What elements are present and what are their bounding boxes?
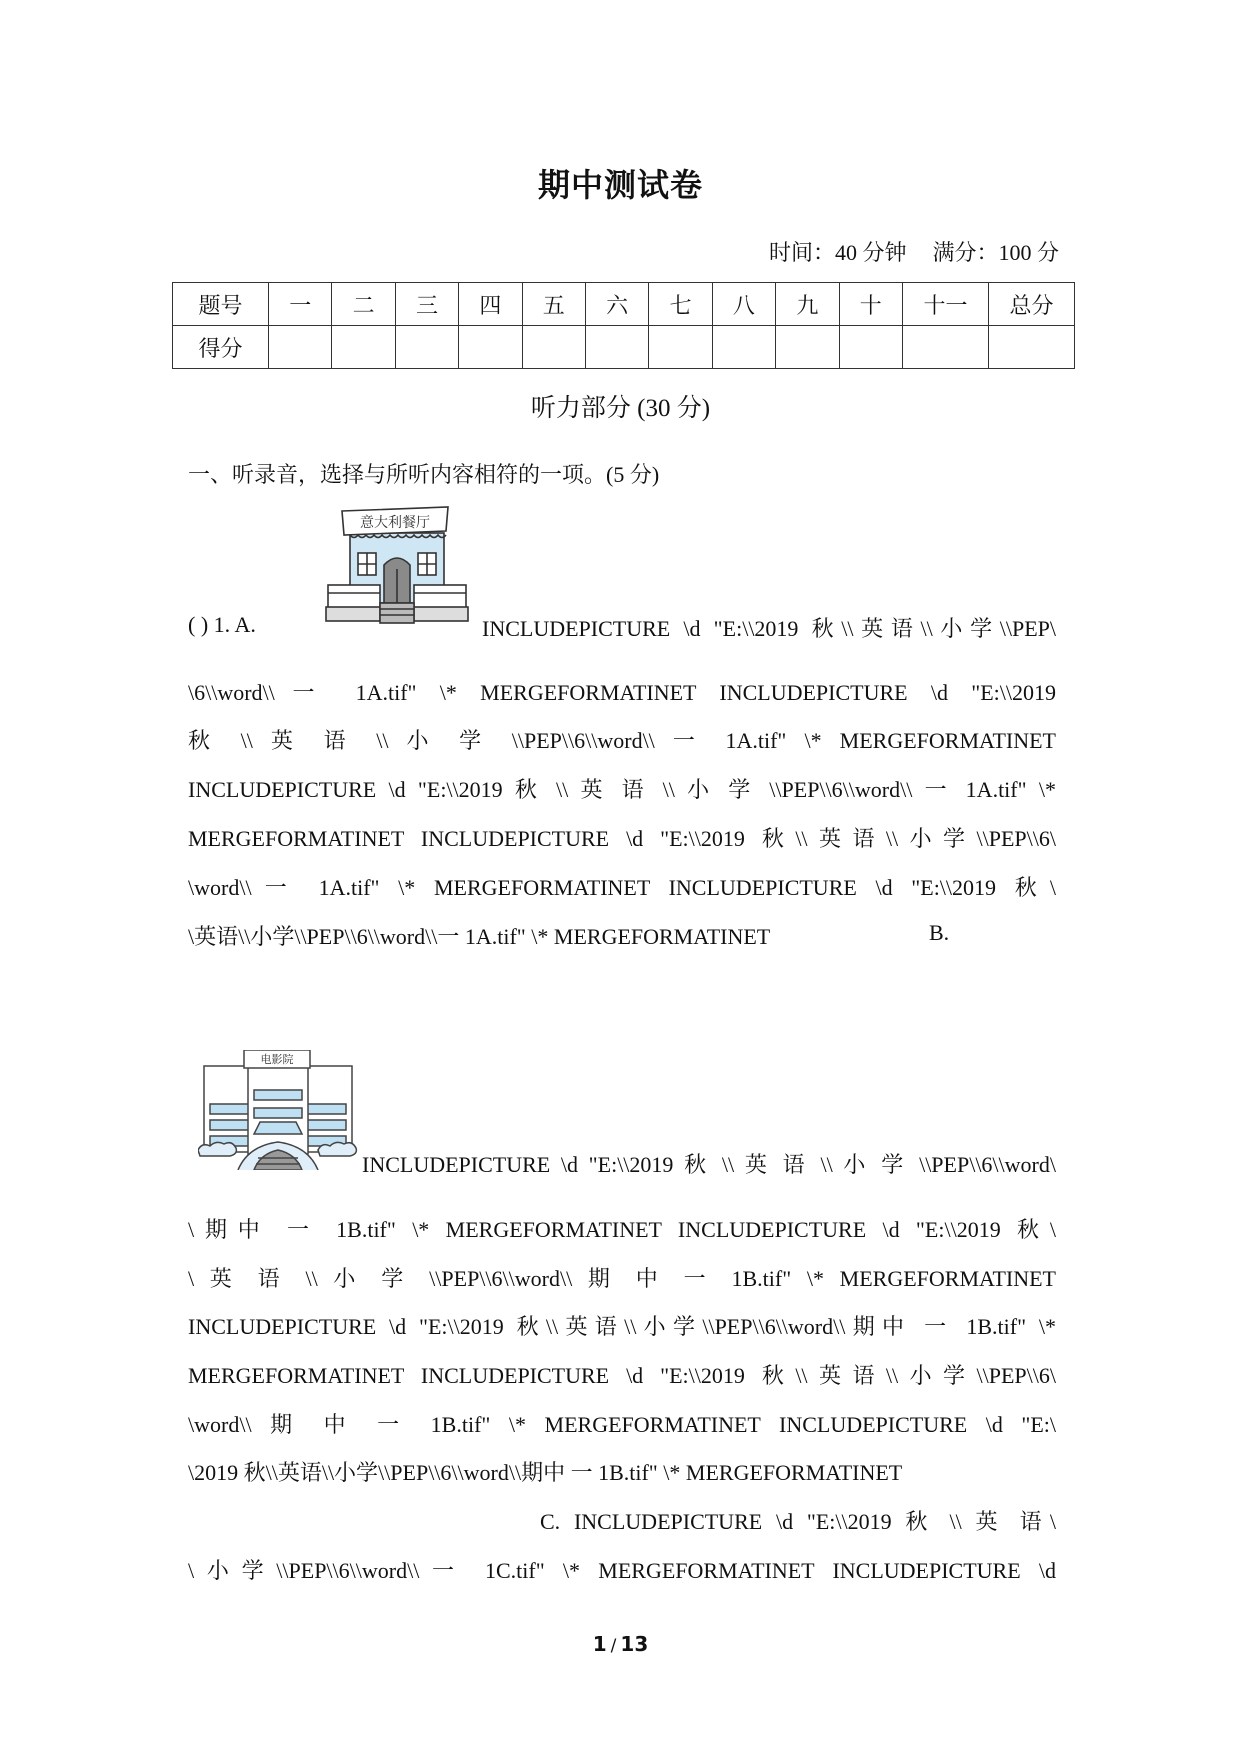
cinema-image [198, 1050, 358, 1170]
page-number [0, 1632, 1241, 1656]
field-code-line: \2019 秋\\英语\\小学\\PEP\\6\\word\\期中 一 1B.tif" \* MERGEFORMATINET [188, 1460, 903, 1485]
field-code-line: C. INCLUDEPICTURE \d "E:\\2019 秋 \\ 英 语\ [540, 1509, 1056, 1534]
field-code-line: MERGEFORMATINET INCLUDEPICTURE \d "E:\\2019 秋\\英语\\小学\\PEP\\6\ [188, 1363, 1056, 1388]
score-cell[interactable] [903, 326, 989, 369]
header-cell: 一 [269, 283, 332, 326]
header-cell: 二 [332, 283, 395, 326]
header-cell: 六 [585, 283, 648, 326]
score-cell[interactable] [649, 326, 712, 369]
document-title: 期中测试卷 [537, 166, 703, 204]
header-cell: 三 [395, 283, 458, 326]
field-code-line: INCLUDEPICTURE \d "E:\\2019 秋 \\ 英 语 \\ 小 学 \\PEP\\6\\word\ [362, 1152, 1056, 1177]
score-cell[interactable] [459, 326, 522, 369]
question-heading: 一、听录音，选择与所听内容相符的一项。(5 分) [188, 462, 660, 487]
score-table-header-row [173, 283, 1075, 326]
field-code-line: \小学\\PEP\\6\\word\\一 1C.tif" \* MERGEFORMATINET INCLUDEPICTURE \d [188, 1558, 1056, 1583]
field-code-line: \期中 一 1B.tif" \* MERGEFORMATINET INCLUDEPICTURE \d "E:\\2019 秋\ [188, 1217, 1056, 1242]
field-code-line: INCLUDEPICTURE \d "E:\\2019 秋\\英语\\小学\\PEP\\6\\word\\期中 一 1B.tif" \* [188, 1314, 1056, 1339]
score-cell[interactable] [585, 326, 648, 369]
score-cell[interactable] [776, 326, 839, 369]
exam-meta [769, 236, 1059, 267]
header-cell: 题号 [173, 283, 269, 326]
field-code-line: MERGEFORMATINET INCLUDEPICTURE \d "E:\\2019 秋\\英语\\小学\\PEP\\6\ [188, 826, 1056, 851]
option-b-label: B. [929, 920, 950, 945]
header-cell: 七 [649, 283, 712, 326]
page-current: 1 [592, 1632, 607, 1656]
score-cell[interactable] [395, 326, 458, 369]
full-score: 满分：100 分 [932, 240, 1059, 265]
time-limit: 时间：40 分钟 [768, 240, 907, 265]
score-cell[interactable] [332, 326, 395, 369]
page-total: 13 [620, 1632, 649, 1656]
italian-restaurant-image [322, 503, 472, 625]
header-cell: 总分 [989, 283, 1075, 326]
page-separator: / [610, 1636, 617, 1656]
header-cell: 五 [522, 283, 585, 326]
header-cell: 十一 [903, 283, 989, 326]
score-table [172, 282, 1075, 369]
restaurant-sign-text: 意大利餐厅 [360, 515, 430, 531]
score-cell[interactable] [522, 326, 585, 369]
header-cell: 九 [776, 283, 839, 326]
field-code-line: \6\\word\\一 1A.tif" \* MERGEFORMATINET INCLUDEPICTURE \d "E:\\2019 [188, 680, 1056, 705]
field-code-line: \ 英 语 \\ 小 学 \\PEP\\6\\word\\ 期 中 一 1B.tif" \* MERGEFORMATINET [188, 1266, 1056, 1291]
answer-blank: ( ) 1. A. [188, 612, 256, 637]
field-code-line: \word\\ 期 中 一 1B.tif" \* MERGEFORMATINET INCLUDEPICTURE \d "E:\ [188, 1412, 1056, 1437]
score-cell[interactable] [712, 326, 775, 369]
row-label: 得分 [173, 326, 269, 369]
field-code-line: \英语\\小学\\PEP\\6\\word\\一 1A.tif" \* MERGEFORMATINET [188, 924, 771, 949]
header-cell: 八 [712, 283, 775, 326]
field-code-line: 秋 \\ 英 语 \\ 小 学 \\PEP\\6\\word\\ 一 1A.tif" \* MERGEFORMATINET [188, 728, 1056, 753]
header-cell: 四 [459, 283, 522, 326]
header-cell: 十 [839, 283, 902, 326]
score-cell[interactable] [989, 326, 1075, 369]
cinema-sign-text: 电影院 [260, 1053, 294, 1066]
score-cell[interactable] [269, 326, 332, 369]
score-cell[interactable] [839, 326, 902, 369]
section-title: 听力部分 (30 分) [530, 395, 711, 422]
score-table-score-row [173, 326, 1075, 369]
field-code-line: INCLUDEPICTURE \d "E:\\2019 秋 \\ 英 语 \\ 小 学 \\PEP\\6\\word\\ 一 1A.tif" \* [188, 777, 1056, 802]
field-code-line: INCLUDEPICTURE \d "E:\\2019 秋\\英语\\小学\\PEP\ [482, 616, 1056, 641]
field-code-line: \word\\一 1A.tif" \* MERGEFORMATINET INCLUDEPICTURE \d "E:\\2019 秋\ [188, 875, 1056, 900]
